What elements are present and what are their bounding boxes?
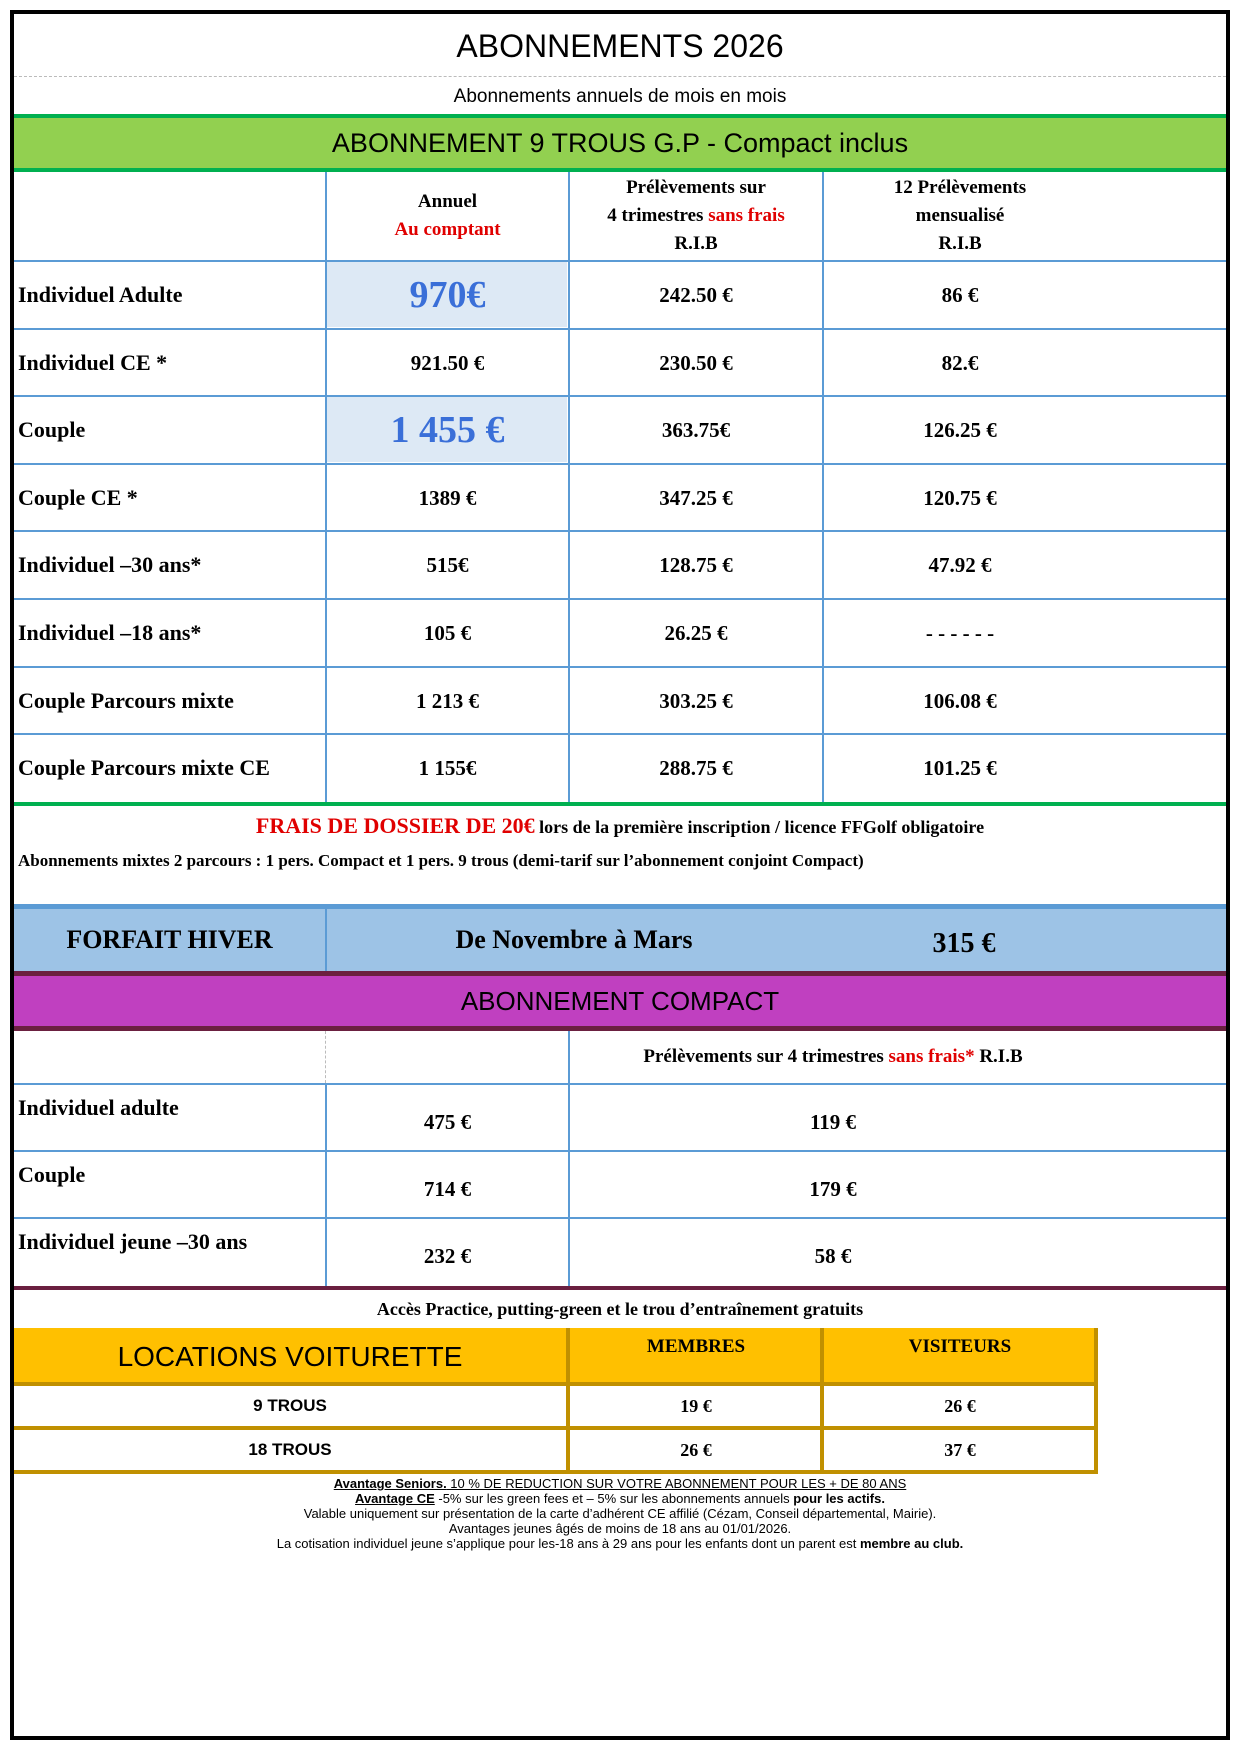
footer-line: Valable uniquement sur présentation de la carte d’adhérent CE affilié (Cézam, Conseil départemental, Mairie). <box>303 1506 937 1521</box>
price-quarterly: 230.50 € <box>659 350 733 375</box>
footer-bold: Avantage Seniors. <box>333 1476 447 1491</box>
footer-text: -5% sur les green fees et – 5% sur les abonnements annuels <box>434 1491 794 1506</box>
grid-line <box>325 1031 326 1083</box>
grid-line <box>14 1382 1096 1386</box>
row-label: Individuel CE * <box>18 350 168 375</box>
price-annual: 232 € <box>423 1243 472 1268</box>
price-quarterly: 363.75€ <box>661 417 731 442</box>
price-annual: 970€ <box>409 274 486 316</box>
footer-notes <box>14 1476 1226 1551</box>
footer-text: 10 % DE REDUCTION SUR VOTRE ABONNEMENT POUR LES + DE 80 ANS <box>446 1476 907 1491</box>
header-text: Prélèvements sur 4 trimestres <box>643 1046 889 1067</box>
grid-line <box>14 463 1226 465</box>
grid-line <box>14 328 1226 330</box>
grid-line <box>325 909 327 971</box>
grid-line <box>14 260 1226 262</box>
price-monthly: 47.92 € <box>928 552 992 577</box>
header-quarterly <box>570 172 822 260</box>
price-quarterly: 179 € <box>809 1176 857 1201</box>
compact-table <box>14 1031 1226 1286</box>
price-quarterly: 303.25 € <box>659 688 733 713</box>
grid-line <box>14 666 1226 668</box>
footer-bold: Avantage CE <box>355 1491 435 1506</box>
header-annual <box>327 172 568 260</box>
grid-line <box>820 1328 824 1474</box>
grid-line <box>14 1426 1096 1430</box>
grid-line <box>14 1217 1226 1219</box>
price-monthly: 86 € <box>941 282 979 307</box>
price-sheet <box>10 10 1230 1740</box>
cart-row-label: 18 TROUS <box>248 1440 332 1459</box>
header-text: R.I.B <box>974 1046 1023 1067</box>
price-quarterly: 347.25 € <box>659 485 733 510</box>
row-label: Individuel jeune –30 ans <box>18 1229 248 1254</box>
winter-label: FORFAIT HIVER <box>66 925 273 954</box>
price-monthly: 101.25 € <box>923 755 997 780</box>
price-annual: 515€ <box>426 552 469 577</box>
price-monthly: 120.75 € <box>923 485 997 510</box>
fees-highlight: FRAIS DE DOSSIER DE 20€ <box>255 813 535 838</box>
cart-members-price: 26 € <box>680 1439 712 1460</box>
price-monthly: 82.€ <box>941 350 979 375</box>
price-annual: 1 213 € <box>416 688 479 713</box>
price-annual: 1 155€ <box>418 755 477 780</box>
divider <box>14 802 1226 806</box>
price-quarterly: 128.75 € <box>659 552 733 577</box>
row-label: Individuel Adulte <box>18 282 183 307</box>
cart-visitors-price: 37 € <box>944 1439 976 1460</box>
grid-line <box>14 395 1226 397</box>
footer-text: La cotisation individuel jeune s’applique pour les-18 ans à 29 ans pour les enfants dont un parent est <box>276 1536 860 1551</box>
header-text: mensualisé <box>915 205 1005 226</box>
price-annual: 105 € <box>423 620 472 645</box>
cart-members-header: MEMBRES <box>646 1336 746 1357</box>
price-quarterly: 119 € <box>809 1109 857 1134</box>
grid-line <box>14 1083 1226 1085</box>
grid-line <box>14 1470 1096 1474</box>
gp-banner: ABONNEMENT 9 TROUS G.P - Compact inclus <box>14 118 1226 168</box>
row-label: Individuel adulte <box>18 1095 179 1120</box>
row-label: Couple Parcours mixte <box>18 688 234 713</box>
header-text: 4 trimestres <box>607 205 709 226</box>
winter-row <box>14 909 1226 971</box>
header-text: Au comptant <box>394 219 501 240</box>
gp-table <box>14 172 1226 802</box>
cart-visitors-price: 26 € <box>944 1395 976 1416</box>
mixed-note: Abonnements mixtes 2 parcours : 1 pers. Compact et 1 pers. 9 trous (demi-tarif sur l’abonnement conjoint Compact) <box>18 851 864 870</box>
row-label: Individuel –30 ans* <box>18 552 202 577</box>
grid-line <box>568 1031 570 1286</box>
footer-line: Avantages jeunes âgés de moins de 18 ans au 01/01/2026. <box>448 1521 792 1536</box>
header-text: sans frais <box>708 205 785 226</box>
page-title: ABONNEMENTS 2026 <box>456 28 784 64</box>
header-text: Annuel <box>417 191 478 212</box>
cart-visitors-header: VISITEURS <box>908 1336 1012 1357</box>
price-quarterly: 26.25 € <box>664 620 728 645</box>
price-annual: 475 € <box>423 1109 472 1134</box>
footer-line <box>14 1536 1226 1551</box>
divider <box>14 1286 1226 1290</box>
winter-price: 315 € <box>932 928 996 959</box>
header-text: R.I.B <box>674 233 718 254</box>
cart-row-label: 9 TROUS <box>253 1396 327 1415</box>
header-monthly <box>824 172 1096 260</box>
footer-bold: pour les actifs. <box>793 1491 885 1506</box>
price-monthly: - - - - - - <box>925 620 995 645</box>
row-label: Couple CE * <box>18 485 138 510</box>
price-quarterly: 288.75 € <box>659 755 733 780</box>
grid-line <box>325 1083 327 1286</box>
grid-line <box>14 598 1226 600</box>
price-annual: 1389 € <box>418 485 477 510</box>
cart-members-price: 19 € <box>680 1395 712 1416</box>
price-annual: 714 € <box>423 1176 472 1201</box>
compact-banner: ABONNEMENT COMPACT <box>14 976 1226 1026</box>
header-text: 12 Prélèvements <box>893 177 1027 198</box>
grid-line <box>14 1150 1226 1152</box>
grid-line <box>14 530 1226 532</box>
grid-line <box>566 1328 570 1474</box>
row-label: Couple <box>18 1162 86 1187</box>
price-quarterly: 58 € <box>814 1243 852 1268</box>
cart-table <box>14 1328 1226 1472</box>
fees-text: lors de la première inscription / licence FFGolf obligatoire <box>534 817 985 837</box>
price-monthly: 106.08 € <box>923 688 997 713</box>
cart-title: LOCATIONS VOITURETTE <box>117 1341 463 1372</box>
footer-line <box>14 1491 1226 1506</box>
grid-line <box>1094 1328 1098 1474</box>
compact-header <box>570 1031 1096 1083</box>
price-annual: 1 455 € <box>390 409 505 451</box>
divider <box>14 76 1226 77</box>
price-annual: 921.50 € <box>410 350 485 375</box>
header-text: Prélèvements sur <box>626 177 766 198</box>
grid-line <box>568 172 570 802</box>
fees-note <box>14 812 1226 841</box>
row-label: Individuel –18 ans* <box>18 620 202 645</box>
footer-bold: membre au club. <box>859 1536 964 1551</box>
grid-line <box>822 172 824 802</box>
price-monthly: 126.25 € <box>923 417 997 442</box>
grid-line <box>325 172 327 802</box>
practice-note: Accès Practice, putting-green et le trou d’entraînement gratuits <box>376 1299 864 1319</box>
header-text: R.I.B <box>938 233 982 254</box>
page-subtitle: Abonnements annuels de mois en mois <box>453 86 787 107</box>
header-text: sans frais* <box>888 1046 975 1067</box>
winter-period: De Novembre à Mars <box>455 925 693 954</box>
price-quarterly: 242.50 € <box>659 282 733 307</box>
row-label: Couple <box>18 417 86 442</box>
row-label: Couple Parcours mixte CE <box>18 755 270 780</box>
footer-line <box>14 1476 1226 1491</box>
grid-line <box>14 733 1226 735</box>
